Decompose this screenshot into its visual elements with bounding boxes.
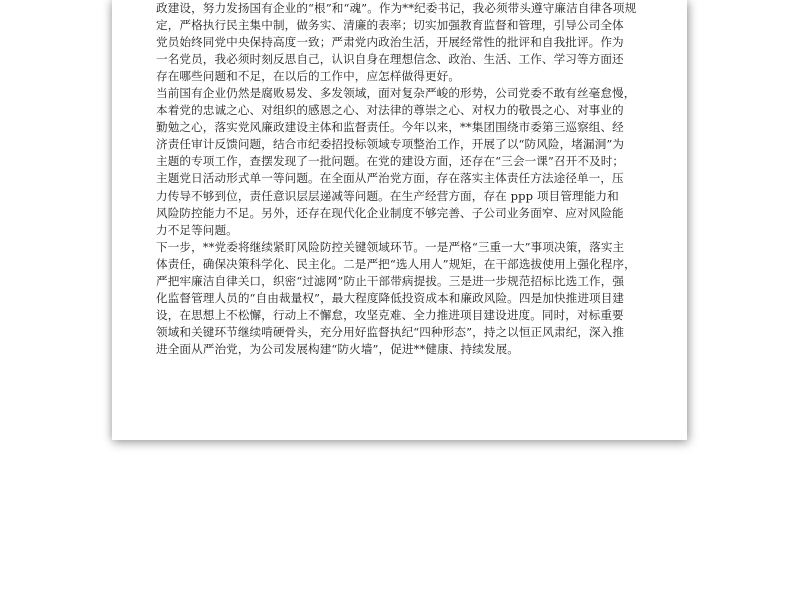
paragraph-line: 进全面从严治党，为公司发展构建“防火墙”，促进**健康、持续发展。 [156, 341, 519, 356]
paragraph-line: 定，严格执行民主集中制，做务实、清廉的表率；切实加强教育监督和管理，引导公司全体 [156, 18, 624, 33]
paragraph-line: 主题党日活动形式单一等问题。在全面从严治党方面，存在落实主体责任方法途径单一，压 [156, 171, 624, 186]
paragraph-line: 化监督管理人员的“自由裁量权”，最大程度降低投资成本和廉政风险。四是加快推进项目建 [156, 290, 625, 305]
paragraph-line: 力传导不够到位，责任意识层层递减等问题。在生产经营方面，存在 ppp 项目管理能力和 [156, 188, 619, 203]
paragraph-line: 主题的专项工作，查摆发现了一批问题。在党的建设方面，还存在“三会一课”召开不及时； [156, 154, 625, 169]
paragraph-line: 当前国有企业仍然是腐败易发、多发领域，面对复杂严峻的形势，公司党委不敢有丝毫怠慢， [156, 86, 636, 101]
paragraph-line: 济责任审计反馈问题，结合市纪委招投标领域专项整治工作，开展了以“防风险，堵漏洞”为 [156, 137, 625, 152]
document-body [156, 0, 644, 358]
paragraph-line: 存在哪些问题和不足，在以后的工作中，应怎样做得更好。 [156, 69, 461, 84]
document-paragraph [156, 85, 644, 238]
document-paragraph [156, 239, 644, 358]
paragraph-line: 严把牢廉洁自律关口，织密“过滤网”防止干部带病提拔。三是进一步规范招标比选工作，强 [156, 273, 625, 288]
paragraph-line: 一名党员，我必须时刻反思自己，认识自身在理想信念、政治、生活、工作、学习等方面还 [156, 52, 624, 67]
paragraph-line: 下一步，**党委将继续紧盯风险防控关键领域环节。一是严格“三重一大”事项决策，落实主 [156, 239, 625, 254]
document-page [112, 0, 687, 440]
paragraph-line: 政建设，努力发扬国有企业的“根”和“魂”。作为**纪委书记，我必须带头遵守廉洁自律各项规 [156, 1, 637, 15]
paragraph-line: 设，在思想上不松懈，行动上不懈怠，攻坚克难、全力推进项目建设进度。同时，对标重要 [156, 307, 624, 322]
paragraph-line: 风险防控能力不足。另外，还存在现代化企业制度不够完善、子公司业务面窄、应对风险能 [156, 205, 624, 220]
paragraph-line: 领域和关键环节继续啃硬骨头，充分用好监督执纪“四种形态”，持之以恒正风肃纪，深入推 [156, 324, 625, 339]
paragraph-line: 体责任，确保决策科学化、民主化。二是严把“选人用人”规矩，在干部选拔使用上强化程序， [156, 256, 636, 271]
paragraph-line: 力不足等问题。 [156, 222, 238, 237]
paragraph-line: 本着党的忠诚之心、对组织的感恩之心、对法律的尊崇之心、对权力的敬畏之心、对事业的 [156, 103, 624, 118]
paragraph-line: 党员始终同党中央保持高度一致；严肃党内政治生活，开展经常性的批评和自我批评。作为 [156, 35, 624, 50]
document-paragraph [156, 0, 644, 85]
paragraph-line: 勤勉之心，落实党风廉政建设主体和监督责任。今年以来，**集团围绕市委第三巡察组、经 [156, 120, 624, 135]
